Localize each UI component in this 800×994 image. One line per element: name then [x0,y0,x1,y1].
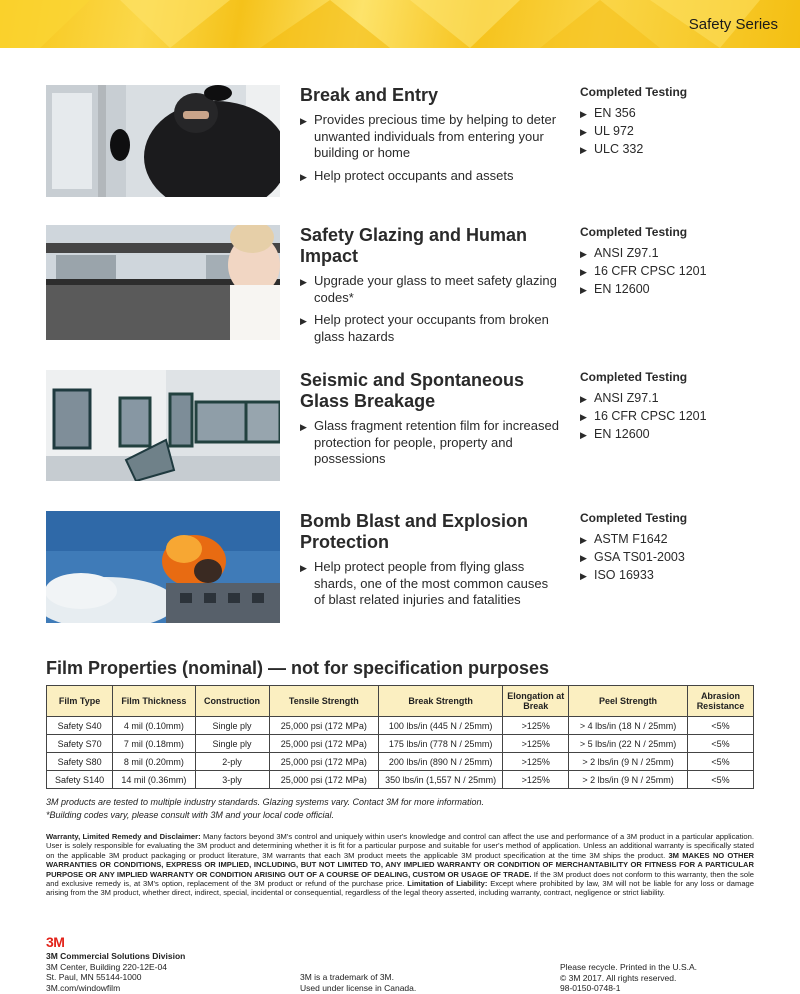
table-cell: >125% [503,717,569,735]
testing-list [580,511,760,586]
header-banner [0,0,800,48]
address-line: 3M Center, Building 220-12E-04 [46,961,167,972]
column-header: Film Type [47,686,113,717]
footer-legal [560,962,697,994]
bullet-arrow-icon: ▶ [580,145,587,155]
warranty-text: If the 3M product does not conform to this warranty, then the sole and exclusive remedy is, at 3M's option, replacement of the 3M product or refund of the purchase price. [46,869,754,889]
liability-lead: Limitation of Liability: [407,879,488,889]
bullet-arrow-icon: ▶ [300,316,307,326]
film-properties-title: Film Properties (nominal) — not for specification purposes [46,658,550,678]
table-cell: <5% [687,717,753,735]
bullet-arrow-icon: ▶ [580,412,587,422]
table-cell: 25,000 psi (172 MPa) [269,717,378,735]
testing-title: Completed Testing [580,225,688,239]
trademark-line: Used under license in Canada. [300,982,417,993]
test-item: ▶ 16 CFR CPSC 1201 [580,409,707,423]
table-cell: 25,000 psi (172 MPa) [269,735,378,753]
column-header: Film Thickness [113,686,195,717]
test-item: ▶ ANSI Z97.1 [580,246,659,260]
footer-address [46,951,185,993]
table-cell: Safety S140 [47,771,113,789]
bullet-arrow-icon: ▶ [580,535,587,545]
table-cell: 25,000 psi (172 MPa) [269,753,378,771]
bomb-blast-photo [46,511,280,623]
test-item: ▶ GSA TS01-2003 [580,550,685,564]
warranty-disclaimer [46,832,754,898]
bullet-arrow-icon: ▶ [580,109,587,119]
table-row [47,771,754,789]
column-header: Elongation at Break [503,686,569,717]
footer-trademark [300,972,416,993]
table-row [47,735,754,753]
warranty-caps: 3M MAKES NO OTHER WARRANTIES OR CONDITIONS, EXPRESS OR IMPLIED, INCLUDING, BUT NOT LIMITED TO, ANY IMPLIED WARRANTY OR CONDITION OF MERCHANTABILITY OR FITNESS FOR A PARTICULAR PURPOSE OR ANY IMPLIED WARRANTY OR CONDITION ARISING OUT OF A COURSE OF DEALING, CUSTOM OR USAGE OF TRADE. [46,850,754,879]
column-header: Abrasion Resistance [687,686,753,717]
table-cell: >125% [503,735,569,753]
bullet-arrow-icon: ▶ [580,249,587,259]
table-cell: Safety S80 [47,753,113,771]
address-line: St. Paul, MN 55144-1000 [46,972,142,982]
bullet-arrow-icon: ▶ [580,127,587,137]
table-cell: > 2 lbs/in (9 N / 25mm) [569,753,688,771]
bullet-item: ▶ Help protect occupants and assets [300,168,562,185]
test-item: ▶ UL 972 [580,124,634,138]
warranty-lead: Warranty, Limited Remedy and Disclaimer: [46,832,201,841]
testing-list [580,225,760,300]
bullet-arrow-icon: ▶ [300,171,307,182]
test-item: ▶ 16 CFR CPSC 1201 [580,264,707,278]
column-header: Break Strength [379,686,503,717]
building-code-note: *Building codes vary, please consult with 3M and your local code official. [46,810,334,820]
column-header: Peel Strength [569,686,688,717]
column-header: Tensile Strength [269,686,378,717]
table-cell: Single ply [195,735,269,753]
table-cell: <5% [687,771,753,789]
bullet-item: ▶ Provides precious time by helping to deter unwanted individuals from entering your building or home [300,112,557,160]
table-cell: 8 mil (0.20mm) [113,753,195,771]
section-heading: Safety Glazing and Human Impact [300,225,528,266]
website-link[interactable]: 3M.com/windowfilm [46,982,121,993]
section-heading: Seismic and Spontaneous Glass Breakage [300,370,525,411]
series-label: Safety Series [688,16,778,33]
bullet-arrow-icon: ▶ [300,277,307,287]
table-note: 3M products are tested to multiple industry standards. Glazing systems vary. Contact 3M for more information. [46,797,485,807]
test-item: ▶ EN 356 [580,106,636,120]
seismic-photo [46,370,280,481]
section-heading: Break and Entry [300,85,439,105]
table-cell: <5% [687,753,753,771]
bullet-item: ▶ Help protect people from flying glass shards, one of the most common causes of blast related injuries and fatalities [300,559,549,607]
banner-pattern [0,0,800,48]
testing-title: Completed Testing [580,370,688,384]
table-cell: 14 mil (0.36mm) [113,771,195,789]
document-code: 98-0150-0748-1 [560,983,621,993]
table-cell: 3-ply [195,771,269,789]
test-item: ▶ ANSI Z97.1 [580,391,659,405]
bullet-arrow-icon: ▶ [580,430,587,440]
table-cell: 200 lbs/in (890 N / 25mm) [379,753,503,771]
test-item: ▶ EN 12600 [580,282,650,296]
test-item: ▶ ULC 332 [580,142,644,156]
column-header: Construction [195,686,269,717]
table-cell: 4 mil (0.10mm) [113,717,195,735]
bullet-arrow-icon: ▶ [580,267,587,277]
3m-logo: 3M [46,934,65,950]
table-cell: 100 lbs/in (445 N / 25mm) [379,717,503,735]
table-cell: 2-ply [195,753,269,771]
table-header-row [47,686,754,717]
table-cell: 350 lbs/in (1,557 N / 25mm) [379,771,503,789]
table-cell: 25,000 psi (172 MPa) [269,771,378,789]
table-cell: > 2 lbs/in (9 N / 25mm) [569,771,688,789]
table-row [47,753,754,771]
trademark-line: 3M is a trademark of 3M. [300,972,395,982]
bullet-item: ▶ Help protect your occupants from broken glass hazards [300,312,549,344]
section-heading: Bomb Blast and Explosion Protection [300,511,529,552]
bullet-arrow-icon: ▶ [580,285,587,295]
table-cell: > 5 lbs/in (22 N / 25mm) [569,735,688,753]
break-and-entry-photo [46,85,280,197]
table-cell: 7 mil (0.18mm) [113,735,195,753]
testing-list [580,85,760,160]
safety-glazing-photo [46,225,280,340]
table-cell: <5% [687,735,753,753]
bullet-item: ▶ Glass fragment retention film for increased protection for people, property and possessions [300,418,559,466]
table-cell: Safety S40 [47,717,113,735]
testing-list [580,370,760,445]
table-cell: >125% [503,771,569,789]
bullet-arrow-icon: ▶ [580,553,587,563]
table-cell: > 4 lbs/in (18 N / 25mm) [569,717,688,735]
table-cell: Single ply [195,717,269,735]
copyright: © 3M 2017. All rights reserved. [560,972,677,983]
table-cell: 175 lbs/in (778 N / 25mm) [379,735,503,753]
testing-title: Completed Testing [580,85,688,99]
table-cell: Safety S70 [47,735,113,753]
test-item: ▶ ISO 16933 [580,568,654,582]
bullet-arrow-icon: ▶ [300,422,307,432]
testing-title: Completed Testing [580,511,688,525]
bullet-item: ▶ Upgrade your glass to meet safety glazing codes* [300,273,557,305]
table-cell: >125% [503,753,569,771]
bullet-arrow-icon: ▶ [300,116,307,126]
liability-text: Except where prohibited by law, 3M will not be liable for any loss or damage arising from the 3M product, whether direct, indirect, special, incidental or consequential, regardless of the legal theory asserted, including warranty, contract, negligence or strict liability. [46,879,754,898]
test-item: ▶ ASTM F1642 [580,532,668,546]
film-properties-table [46,685,754,789]
warranty-text: Many factors beyond 3M's control and uniquely within user's knowledge and control can affect the use and performance of a 3M product in a particular application. User is solely responsible for evaluating the 3M product and determining whether it is fit for a particular purpose and suitable for user's method of application. Unless an additional warranty is specifically stated on the applicable 3M product packaging or product literature, 3M warrants that each 3M product meets the applicable 3M product specification at the time 3M ships the product. [46,832,754,860]
test-item: ▶ EN 12600 [580,427,650,441]
bullet-arrow-icon: ▶ [580,571,587,581]
division-name: 3M Commercial Solutions Division [46,951,186,961]
recycle-note: Please recycle. Printed in the U.S.A. [560,962,698,972]
bullet-arrow-icon: ▶ [580,394,587,404]
bullet-arrow-icon: ▶ [300,563,307,573]
table-row [47,717,754,735]
